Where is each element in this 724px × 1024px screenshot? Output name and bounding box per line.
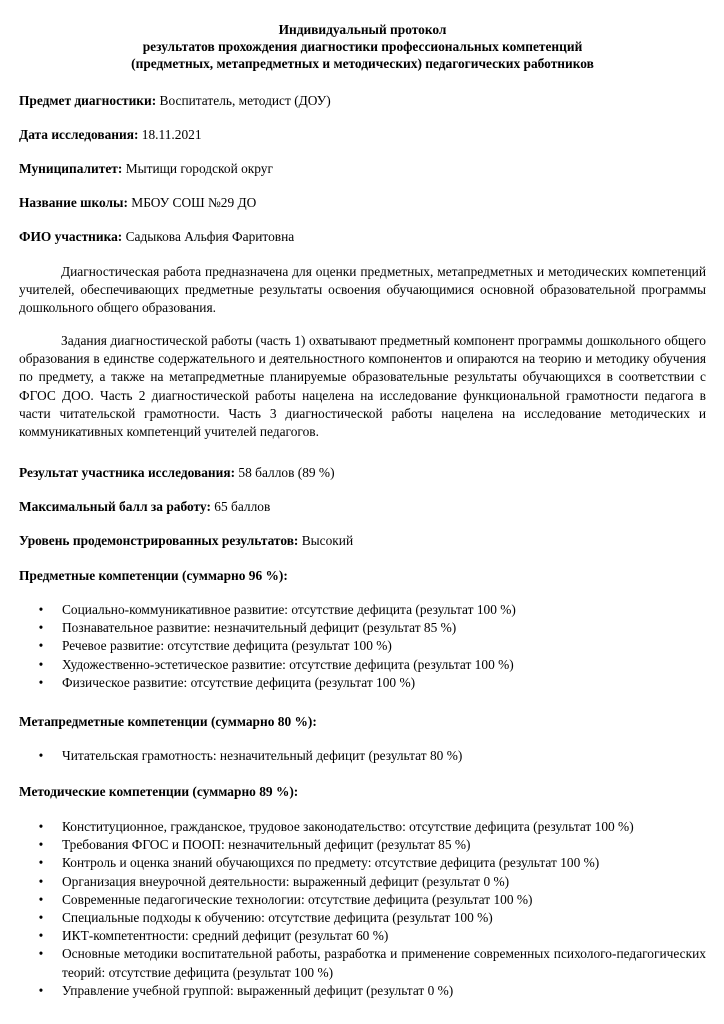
list-item <box>0 674 706 692</box>
method-competencies-heading: Методические компетенции (суммарно 89 %): <box>19 784 299 799</box>
meta-competencies-list <box>0 747 706 765</box>
field-label: Предмет диагностики: <box>19 93 157 108</box>
bullet-icon: • <box>38 928 44 944</box>
result-level <box>19 532 706 550</box>
result-max <box>19 498 706 516</box>
bullet-icon: • <box>38 910 44 926</box>
field-value: Воспитатель, методист (ДОУ) <box>156 93 331 108</box>
list-item <box>0 818 706 836</box>
list-item-text: Читательская грамотность: незначительный дефицит (результат 80 %) <box>62 748 463 763</box>
list-item-text: Основные методики воспитательной работы, разработка и применение современных психолого-педагогических теорий: отсутствие дефицита (результат 100 %) <box>62 946 706 980</box>
bullet-icon: • <box>38 873 44 889</box>
field-label: Максимальный балл за работу: <box>19 499 211 514</box>
list-item-text: Познавательное развитие: незначительный дефицит (результат 85 %) <box>62 620 457 636</box>
field-school <box>19 194 706 212</box>
list-item-text: Требования ФГОС и ПООП: незначительный дефицит (результат 85 %) <box>62 837 471 853</box>
method-competencies-list <box>0 818 706 1000</box>
field-value: 65 баллов <box>210 499 271 514</box>
bullet-icon: • <box>38 620 44 636</box>
bullet-icon: • <box>38 837 44 853</box>
list-item <box>0 747 706 765</box>
bullet-icon: • <box>38 819 44 834</box>
title-line-3: (предметных, метапредметных и методических) педагогических работников <box>131 56 594 71</box>
bullet-icon: • <box>38 602 44 617</box>
title-line-1: Индивидуальный протокол <box>278 22 447 37</box>
list-item-text: Художественно-эстетическое развитие: отсутствие дефицита (результат 100 %) <box>62 656 514 672</box>
bullet-icon: • <box>38 638 44 654</box>
field-date <box>19 126 706 144</box>
result-score <box>19 464 706 482</box>
field-value: Садыкова Альфия Фаритовна <box>122 229 295 244</box>
list-item-text: Социально-коммуникативное развитие: отсутствие дефицита (результат 100 %) <box>62 602 516 617</box>
list-item-text: Современные педагогические технологии: отсутствие дефицита (результат 100 %) <box>62 891 533 907</box>
bullet-icon: • <box>38 891 44 907</box>
list-item <box>0 891 706 909</box>
list-item-text: Речевое развитие: отсутствие дефицита (результат 100 %) <box>62 638 392 654</box>
meta-competencies-heading: Метапредметные компетенции (суммарно 80 %): <box>19 714 317 729</box>
bullet-icon: • <box>38 946 44 962</box>
bullet-icon: • <box>38 855 44 871</box>
field-label: Муниципалитет: <box>19 161 123 176</box>
list-item <box>0 656 706 674</box>
field-label: Дата исследования: <box>19 127 139 142</box>
list-item-text: Физическое развитие: отсутствие дефицита (результат 100 %) <box>62 674 416 690</box>
field-value: 58 баллов (89 %) <box>235 465 335 480</box>
bullet-icon: • <box>38 982 44 998</box>
field-label: Название школы: <box>19 195 128 210</box>
field-value: МБОУ СОШ №29 ДО <box>127 195 257 210</box>
list-item-text: Специальные подходы к обучению: отсутствие дефицита (результат 100 %) <box>62 910 493 926</box>
list-item <box>0 927 706 945</box>
list-item-text: Контроль и оценка знаний обучающихся по предмету: отсутствие дефицита (результат 100 %) <box>62 855 600 871</box>
field-participant <box>19 228 706 246</box>
list-item <box>0 945 706 981</box>
list-item <box>0 619 706 637</box>
list-item-text: Конституционное, гражданское, трудовое законодательство: отсутствие дефицита (результат 100 %) <box>62 819 634 834</box>
list-item <box>0 637 706 655</box>
field-municipality <box>19 160 706 178</box>
list-item <box>0 909 706 927</box>
bullet-icon: • <box>38 674 44 690</box>
intro-paragraph-1: Диагностическая работа предназначена для оценки предметных, метапредметных и методических компетенций учителей, обеспечивающих предметные результаты освоения обучающимися основной образовательной программы дошкольного общего образования. <box>19 264 706 316</box>
intro-paragraph-2: Задания диагностической работы (часть 1) охватывают предметный компонент программы дошкольного общего образования в единстве содержательного и деятельностного компонентов и опираются на теорию и методику обучения по предмету, а также на метапредметные планируемые образовательные результаты обучающихся в соответствии с ФГОС ДОО. Часть 2 диагностической работы нацелена на исследование функциональной грамотности педагога в части читательской грамотности. Часть 3 диагностической работы нацелена на исследование методических и коммуникативных компетенций учителей педагогов. <box>19 333 706 440</box>
list-item-text: ИКТ-компетентности: средний дефицит (результат 60 %) <box>62 928 389 944</box>
field-subject <box>19 92 706 110</box>
title-line-2: результатов прохождения диагностики профессиональных компетенций <box>142 39 583 54</box>
field-label: Уровень продемонстрированных результатов: <box>19 533 299 548</box>
field-value: 18.11.2021 <box>138 127 202 142</box>
field-value: Мытищи городской округ <box>122 161 273 176</box>
list-item <box>0 873 706 891</box>
bullet-icon: • <box>38 748 44 763</box>
bullet-icon: • <box>38 656 44 672</box>
list-item-text: Управление учебной группой: выраженный дефицит (результат 0 %) <box>62 982 454 998</box>
list-item <box>0 601 706 619</box>
subject-competencies-list <box>0 601 706 692</box>
list-item <box>0 854 706 872</box>
field-value: Высокий <box>298 533 354 548</box>
field-label: ФИО участника: <box>19 229 123 244</box>
list-item <box>0 836 706 854</box>
list-item <box>0 982 706 1000</box>
field-label: Результат участника исследования: <box>19 465 236 480</box>
list-item-text: Организация внеурочной деятельности: выраженный дефицит (результат 0 %) <box>62 873 510 889</box>
subject-competencies-heading: Предметные компетенции (суммарно 96 %): <box>19 568 288 583</box>
protocol-title <box>19 21 706 72</box>
